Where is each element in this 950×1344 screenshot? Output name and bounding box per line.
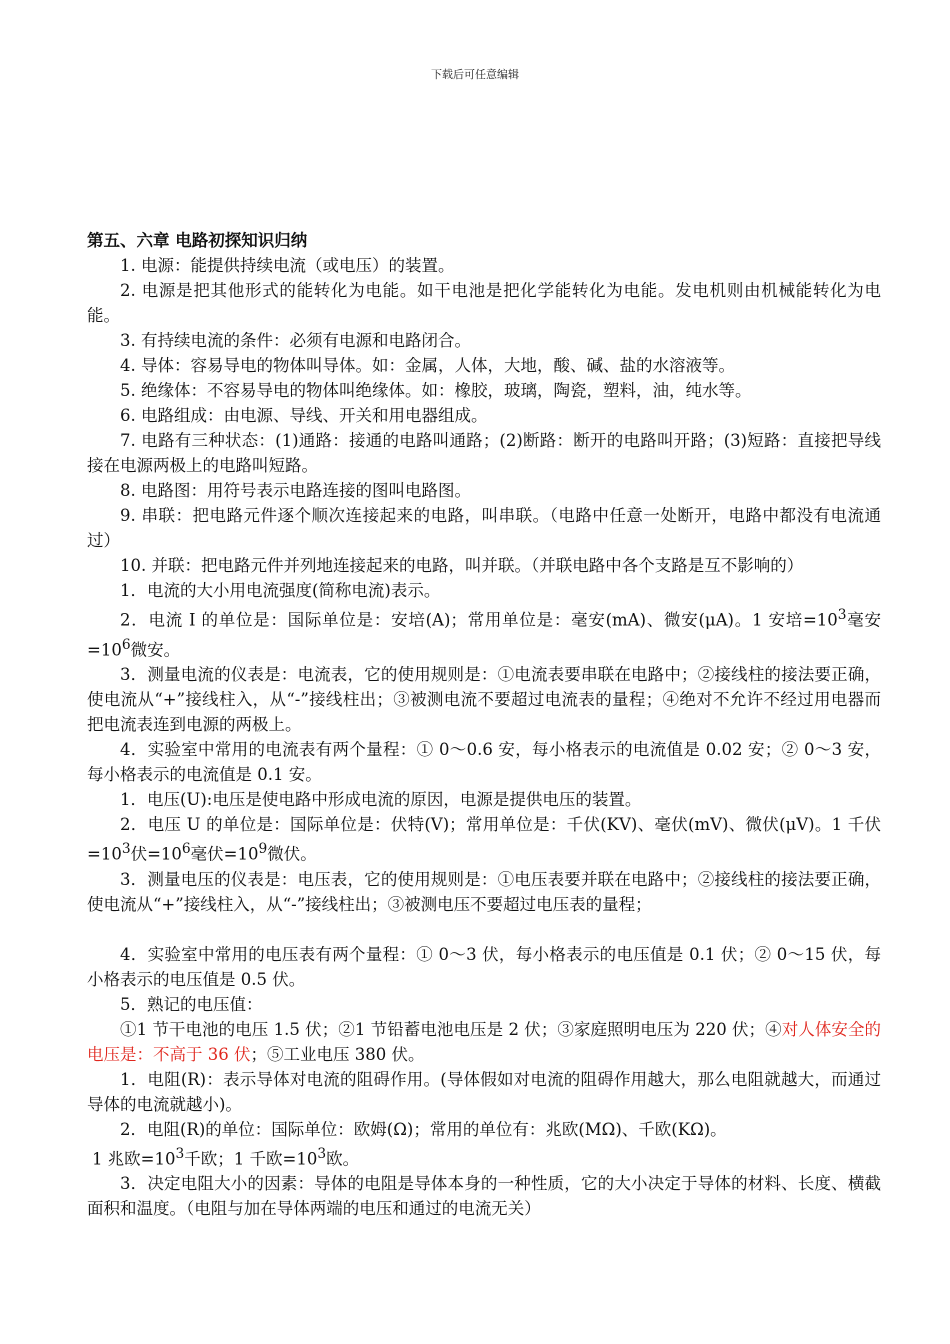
paragraph: 7. 电路有三种状态：(1)通路：接通的电路叫通路；(2)断路：断开的电路叫开路；(3)短路：直接把导线接在电源两极上的电路叫短路。: [87, 431, 881, 475]
paragraph: 4．实验室中常用的电压表有两个量程：① 0～3 伏，每小格表示的电压值是 0.1 伏；② 0～15 伏，每小格表示的电压值是 0.5 伏。: [87, 944, 881, 989]
paragraph: 1．电流的大小用电流强度(简称电流)表示。: [120, 581, 441, 600]
paragraph: 3．测量电压的仪表是：电压表，它的使用规则是：①电压表要并联在电路中；②接线柱的接法要正确，使电流从“+”接线柱入，从“-”接线柱出；③被测电压不要超过电压表的量程；: [87, 869, 881, 914]
paragraph: 1．电压(U):电压是使电路中形成电流的原因，电源是提供电压的装置。: [120, 790, 642, 809]
paragraph: 5．熟记的电压值：: [120, 994, 263, 1014]
paragraph: 4. 导体：容易导电的物体叫导体。如：金属，人体，大地，酸、碱、盐的水溶液等。: [120, 356, 735, 375]
paragraph: 1．电阻(R)：表示导体对电流的阻碍作用。(导体假如对电流的阻碍作用越大，那么电阻就越大，而通过导体的电流就越小)。: [87, 1069, 881, 1114]
safe-voltage-highlight: 对人体安全的电压是：不高于 36 伏: [87, 1019, 881, 1064]
paragraph-voltage-unit: 2．电压 U 的单位是：国际单位是：伏特(V)；常用单位是：千伏(KV)、毫伏(mV)、微伏(μV)。1 千伏$=10^3$伏$=10^6$毫伏$=10^9$微伏。: [87, 815, 881, 864]
paragraph: 8. 电路图：用符号表示电路连接的图叫电路图。: [120, 481, 471, 500]
document-body: [87, 228, 881, 1221]
paragraph: 2. 电源是把其他形式的能转化为电能。如干电池是把化学能转化为电能。发电机则由机械能转化为电能。: [87, 281, 881, 325]
paragraph: 5. 绝缘体：不容易导电的物体叫绝缘体。如：橡胶，玻璃，陶瓷，塑料，油，纯水等。: [120, 381, 752, 400]
paragraph-resistance-conversion: 1 兆欧$=10^3$千欧；1 千欧$=10^3$欧。: [91, 1145, 360, 1168]
paragraph: 2．电阻(R)的单位：国际单位：欧姆(Ω)；常用的单位有：兆欧(MΩ)、千欧(KΩ)。: [120, 1119, 727, 1139]
paragraph: 3．测量电流的仪表是：电流表，它的使用规则是：①电流表要串联在电路中；②接线柱的接法要正确，使电流从“+”接线柱入，从“-”接线柱出；③被测电流不要超过电流表的量程；④绝对不允许不经过用电器而把电流表连到电源的两极上。: [87, 665, 881, 734]
paragraph: 6. 电路组成：由电源、导线、开关和用电器组成。: [120, 406, 488, 425]
paragraph-voltage-values: ①1 节干电池的电压 1.5 伏；②1 节铅蓄电池电压是 2 伏；③家庭照明电压为 220 伏；④对人体安全的电压是：不高于 36 伏；⑤工业电压 380 伏。: [87, 1019, 881, 1064]
paragraph: 9. 串联：把电路元件逐个顺次连接起来的电路，叫串联。（电路中任意一处断开，电路中都没有电流通过）: [87, 506, 881, 550]
paragraph: 3. 有持续电流的条件：必须有电源和电路闭合。: [120, 331, 471, 350]
paragraph: 4．实验室中常用的电流表有两个量程：① 0～0.6 安，每小格表示的电流值是 0.02 安；② 0～3 安，每小格表示的电流值是 0.1 安。: [87, 740, 881, 784]
page-header: 下载后可任意编辑: [431, 68, 519, 81]
paragraph: 10. 并联：把电路元件并列地连接起来的电路，叫并联。（并联电路中各个支路是互不影响的）: [120, 556, 804, 575]
blank-line: [87, 917, 881, 942]
section-title: 第五、六章 电路初探知识归纳: [87, 231, 308, 250]
paragraph-current-unit: 2．电流 I 的单位是：国际单位是：安培(A)；常用单位是：毫安(mA)、微安(μA)。1 安培$=10^3$毫安$=10^6$微安。: [87, 607, 882, 659]
paragraph: 1. 电源：能提供持续电流（或电压）的装置。: [120, 256, 455, 275]
paragraph: 3．决定电阻大小的因素：导体的电阻是导体本身的一种性质，它的大小决定于导体的材料、长度、横截面积和温度。（电阻与加在导体两端的电压和通过的电流无关）: [87, 1174, 881, 1218]
